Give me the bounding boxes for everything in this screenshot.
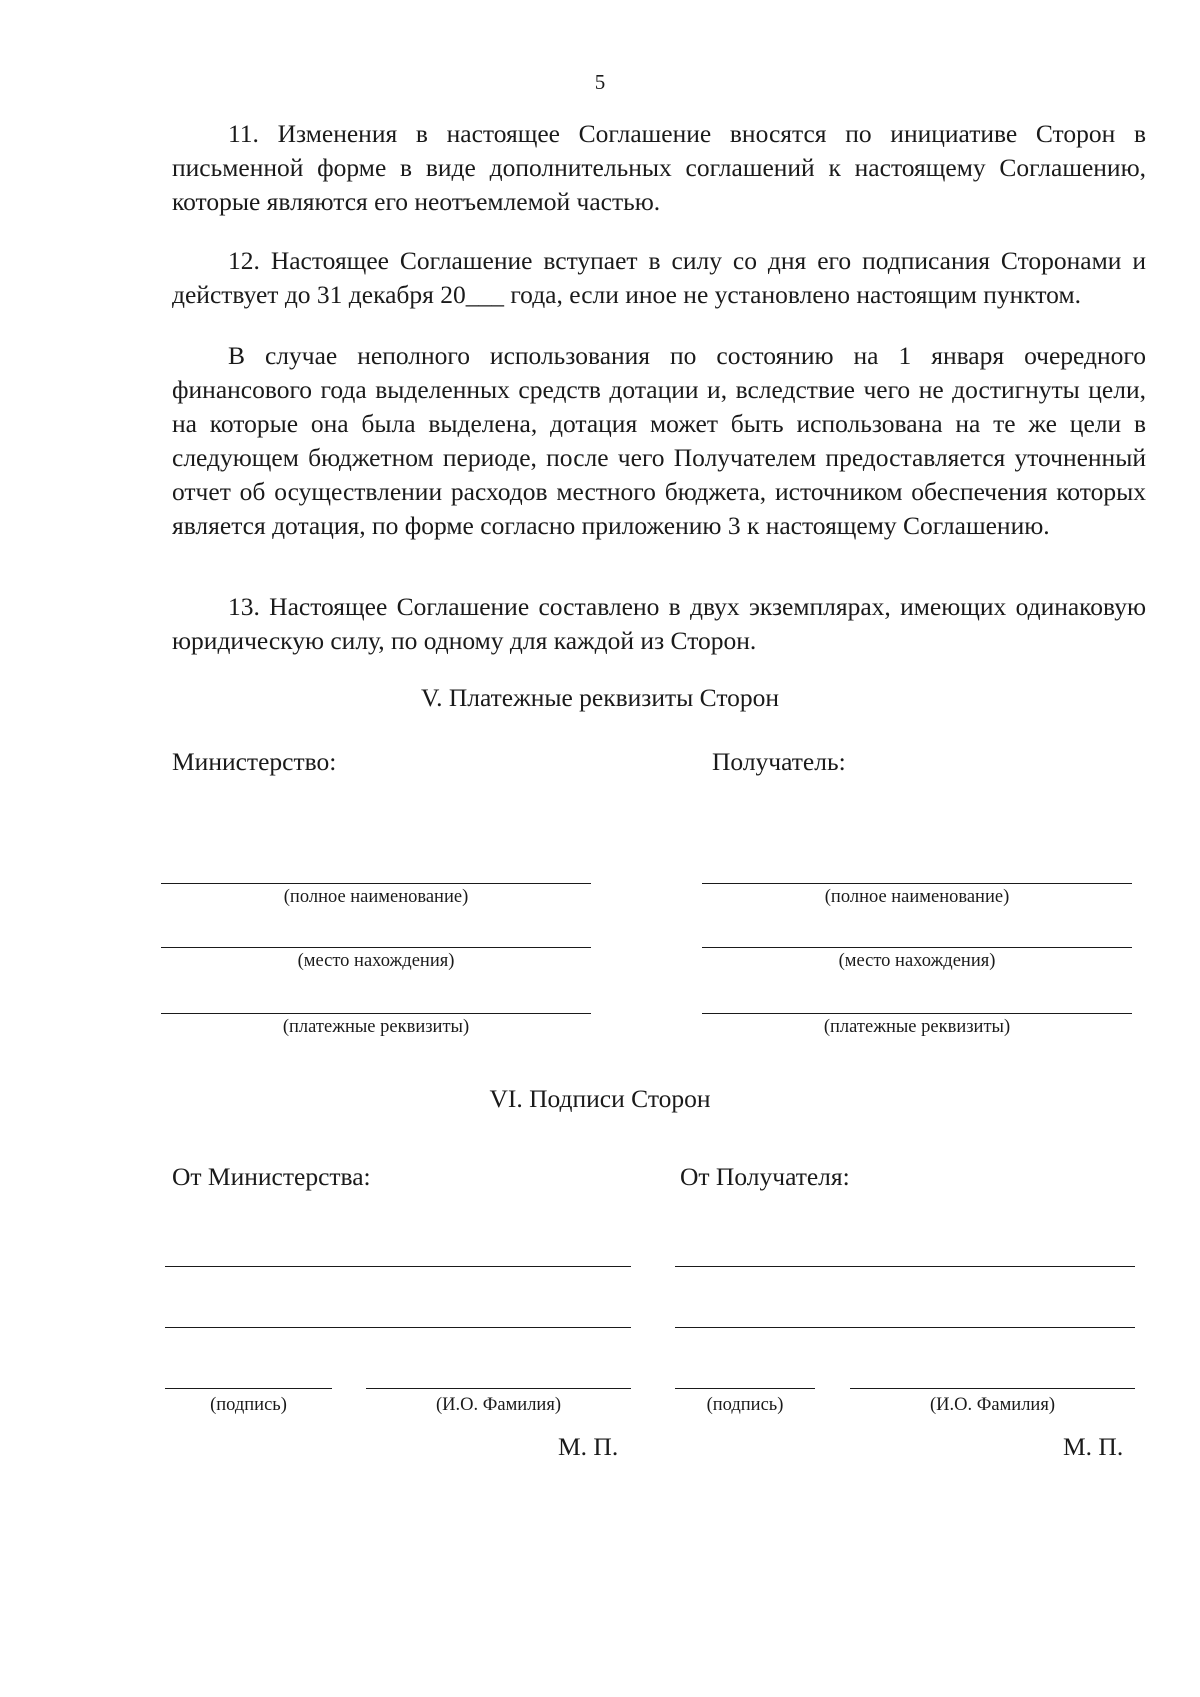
ministry-location-caption: (место нахождения) <box>297 951 455 971</box>
ministry-name-field[interactable] <box>366 1388 631 1389</box>
ministry-signature-line-2[interactable] <box>165 1327 631 1328</box>
ministry-full-name-line[interactable] <box>161 883 591 884</box>
recipient-signature-line-2[interactable] <box>675 1327 1135 1328</box>
from-ministry-label: От Министерства: <box>172 1162 371 1191</box>
section-vi-title: VI. Подписи Сторон <box>489 1084 711 1113</box>
recipient-payment-line[interactable] <box>702 1013 1132 1014</box>
clause-12: 12. Настоящее Соглашение вступает в силу со дня его подписания Сторонами и действует до 31 декабря 20___ года, если иное не установлено настоящим пунктом. <box>172 246 1146 309</box>
ministry-signature-field[interactable] <box>165 1388 332 1389</box>
recipient-location-caption: (место нахождения) <box>838 951 996 971</box>
clause-11: 11. Изменения в настоящее Соглашение вносятся по инициативе Сторон в письменной форме в виде дополнительных соглашений к настоящему Соглашению, которые являются его неотъемлемой частью. <box>172 119 1146 216</box>
recipient-signature-field[interactable] <box>675 1388 815 1389</box>
ministry-label: Министерство: <box>172 747 337 776</box>
from-recipient-label: От Получателя: <box>680 1162 850 1191</box>
ministry-signature-line-1[interactable] <box>165 1266 631 1267</box>
recipient-signature-caption: (подпись) <box>706 1395 784 1415</box>
clause-12-continuation: В случае неполного использования по состоянию на 1 января очередного финансового года выделенных средств дотации и, вследствие чего не достигнуты цели, на которые она была выделена, дотация может быть использована на те же цели в следующем бюджетном периоде, после чего Получателем предоставляется уточненный отчет об осуществлении расходов местного бюджета, источником обеспечения которых является дотация, по форме согласно приложению 3 к настоящему Соглашению. <box>172 341 1146 540</box>
recipient-payment-caption: (платежные реквизиты) <box>823 1017 1011 1037</box>
recipient-label: Получатель: <box>712 747 846 776</box>
ministry-payment-caption: (платежные реквизиты) <box>282 1017 470 1037</box>
ministry-full-name-caption: (полное наименование) <box>283 887 469 907</box>
recipient-name-caption: (И.О. Фамилия) <box>930 1395 1055 1415</box>
ministry-location-line[interactable] <box>161 947 591 948</box>
section-v-title: V. Платежные реквизиты Сторон <box>420 683 780 712</box>
recipient-full-name-line[interactable] <box>702 883 1132 884</box>
ministry-signature-caption: (подпись) <box>210 1395 287 1415</box>
recipient-seal-mark: М. П. <box>1063 1432 1124 1461</box>
ministry-name-caption: (И.О. Фамилия) <box>436 1395 561 1415</box>
recipient-full-name-caption: (полное наименование) <box>824 887 1010 907</box>
recipient-name-field[interactable] <box>850 1388 1135 1389</box>
recipient-signature-line-1[interactable] <box>675 1266 1135 1267</box>
clause-13: 13. Настоящее Соглашение составлено в двух экземплярах, имеющих одинаковую юридическую силу, по одному для каждой из Сторон. <box>172 592 1146 655</box>
ministry-seal-mark: М. П. <box>558 1432 619 1461</box>
ministry-payment-line[interactable] <box>161 1013 591 1014</box>
page-number: 5 <box>594 70 606 94</box>
recipient-location-line[interactable] <box>702 947 1132 948</box>
